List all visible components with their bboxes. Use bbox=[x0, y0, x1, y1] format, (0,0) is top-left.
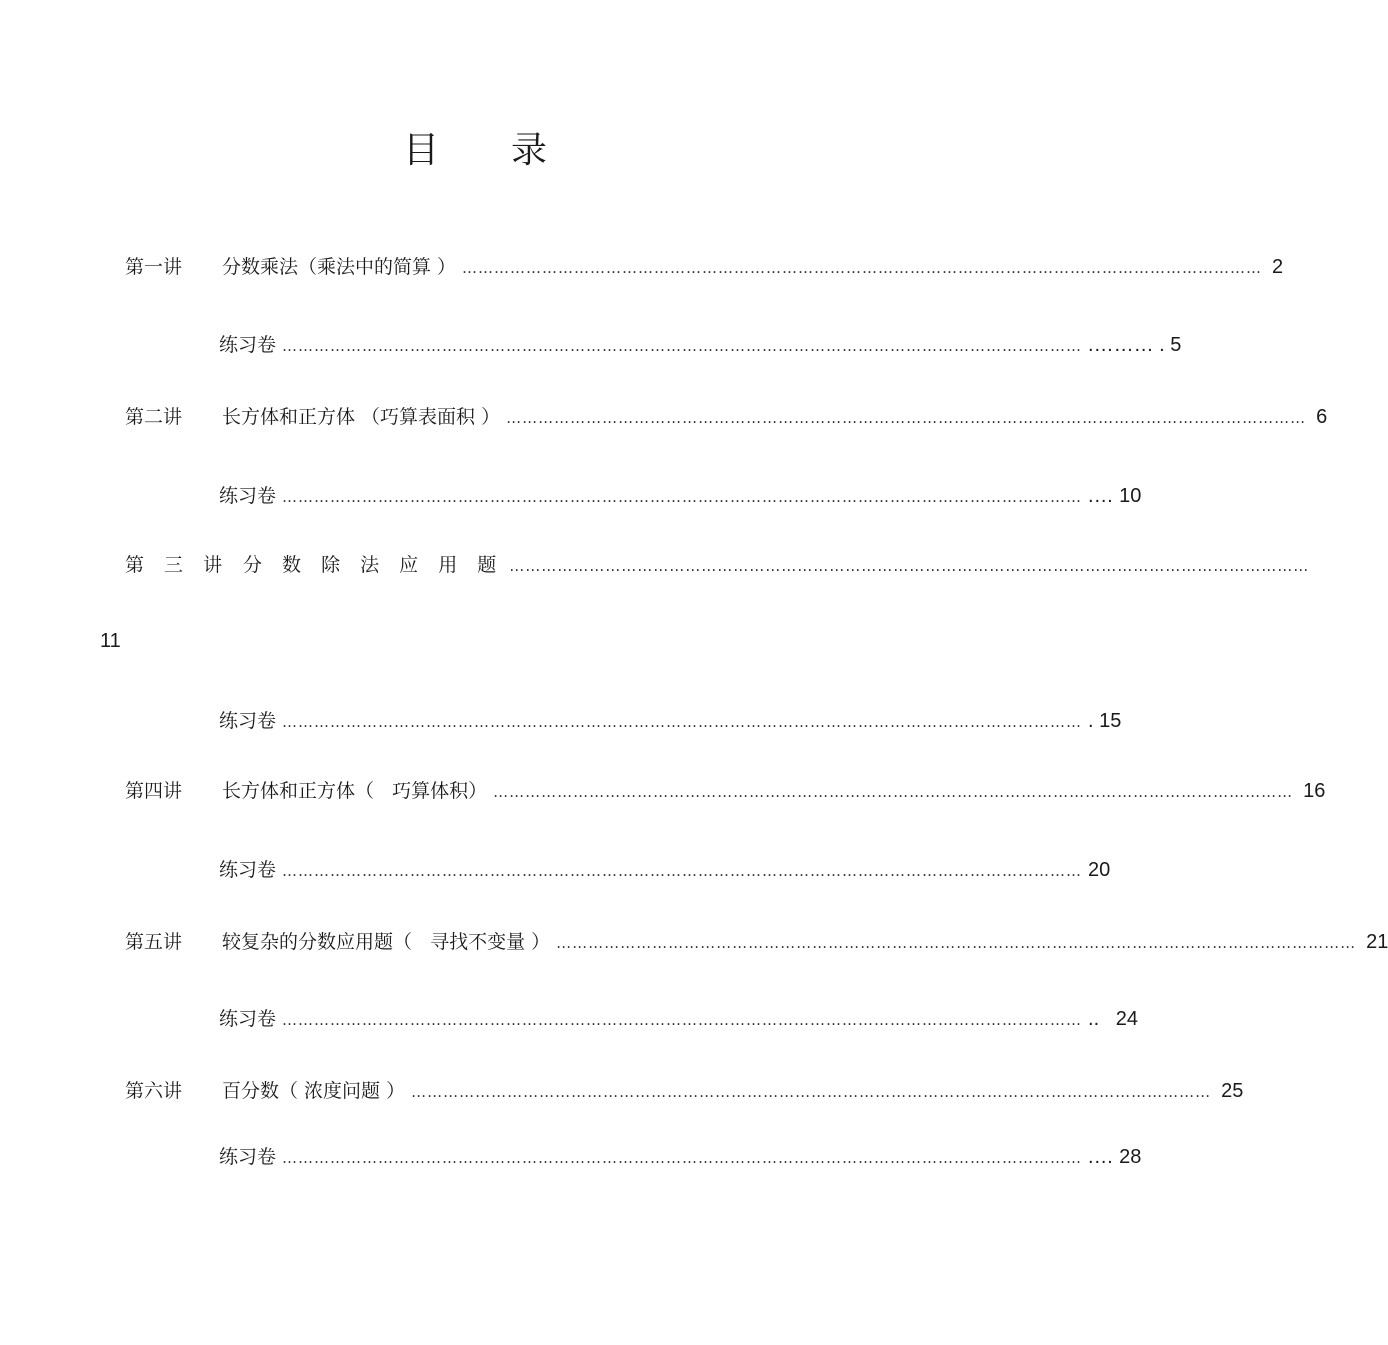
dot-leader: …………………………………………………………………………………………………………………………………… bbox=[493, 783, 1294, 801]
lecture-number: 第 三 讲 bbox=[125, 554, 230, 576]
page-number: .… 10 bbox=[1088, 485, 1142, 507]
dot-leader: …………………………………………………………………………………………………………………………………… bbox=[282, 713, 1083, 731]
dot-leader: …………………………………………………………………………………………………………………………………… bbox=[556, 934, 1357, 952]
lecture-number: 第四讲 bbox=[125, 780, 183, 802]
dot-leader: …………………………………………………………………………………………………………………………………… bbox=[282, 1149, 1083, 1167]
page-number: .……… . 5 bbox=[1088, 334, 1182, 356]
toc-entry-exercise-3[interactable] bbox=[219, 706, 1122, 733]
lecture-title: 分数乘法（乘法中的简算 ） bbox=[222, 256, 457, 278]
lecture-title: 长方体和正方体（ 巧算体积） bbox=[222, 780, 488, 802]
toc-entry-exercise-4[interactable] bbox=[219, 855, 1111, 882]
dot-leader: …………………………………………………………………………………………………………………………………… bbox=[509, 557, 1310, 575]
dot-leader: …………………………………………………………………………………………………………………………………… bbox=[462, 259, 1263, 277]
lecture-number: 第五讲 bbox=[125, 931, 183, 953]
dot-leader: …………………………………………………………………………………………………………………………………… bbox=[282, 1011, 1083, 1029]
page-number: 20 bbox=[1088, 859, 1111, 881]
dot-leader: …………………………………………………………………………………………………………………………………… bbox=[282, 862, 1083, 880]
page-title bbox=[0, 122, 950, 173]
toc-entry-exercise-6[interactable] bbox=[219, 1142, 1142, 1169]
dot-leader: …………………………………………………………………………………………………………………………………… bbox=[282, 337, 1083, 355]
lecture-number: 第六讲 bbox=[125, 1080, 183, 1102]
lecture-title: 较复杂的分数应用题（ 寻找不变量 ） bbox=[222, 931, 551, 953]
toc-entry-lecture-5[interactable] bbox=[125, 927, 1388, 954]
lecture-number: 第一讲 bbox=[125, 256, 183, 278]
lecture-title: 长方体和正方体 （巧算表面积 ） bbox=[222, 406, 501, 428]
toc-entry-exercise-5[interactable] bbox=[219, 1004, 1139, 1031]
dot-leader: …………………………………………………………………………………………………………………………………… bbox=[411, 1083, 1212, 1101]
exercise-title: 练习卷 bbox=[219, 859, 277, 881]
lecture-title: 百分数（ 浓度问题 ） bbox=[222, 1080, 406, 1102]
page-number: .. 24 bbox=[1088, 1008, 1139, 1030]
toc-entry-lecture-6[interactable] bbox=[125, 1076, 1244, 1103]
title-char-2: 录 bbox=[511, 130, 548, 171]
toc-entry-exercise-2[interactable] bbox=[219, 481, 1142, 508]
exercise-title: 练习卷 bbox=[219, 1146, 277, 1168]
toc-entry-lecture-4[interactable] bbox=[125, 776, 1326, 803]
dot-leader: …………………………………………………………………………………………………………………………………… bbox=[282, 488, 1083, 506]
toc-entry-exercise-1[interactable] bbox=[219, 330, 1182, 357]
page-number-wrapped: 11 bbox=[100, 630, 121, 652]
exercise-title: 练习卷 bbox=[219, 710, 277, 732]
exercise-title: 练习卷 bbox=[219, 485, 277, 507]
page-number: 25 bbox=[1221, 1080, 1244, 1102]
exercise-title: 练习卷 bbox=[219, 334, 277, 356]
page-number: 6 bbox=[1316, 406, 1328, 428]
page-number: 21 bbox=[1366, 931, 1388, 953]
toc-entry-lecture-2[interactable] bbox=[125, 402, 1328, 429]
lecture-number: 第二讲 bbox=[125, 406, 183, 428]
page-number: .… 28 bbox=[1088, 1146, 1142, 1168]
toc-entry-lecture-1[interactable] bbox=[125, 252, 1284, 279]
page-number: 2 bbox=[1272, 256, 1284, 278]
title-char-1: 目 bbox=[402, 130, 439, 171]
dot-leader: …………………………………………………………………………………………………………………………………… bbox=[506, 409, 1307, 427]
exercise-title: 练习卷 bbox=[219, 1008, 277, 1030]
toc-entry-lecture-3[interactable] bbox=[125, 550, 1310, 577]
lecture-title: 分 数 除 法 应 用 题 bbox=[243, 554, 504, 576]
page-number: 16 bbox=[1303, 780, 1326, 802]
page-number: . 15 bbox=[1088, 710, 1122, 732]
